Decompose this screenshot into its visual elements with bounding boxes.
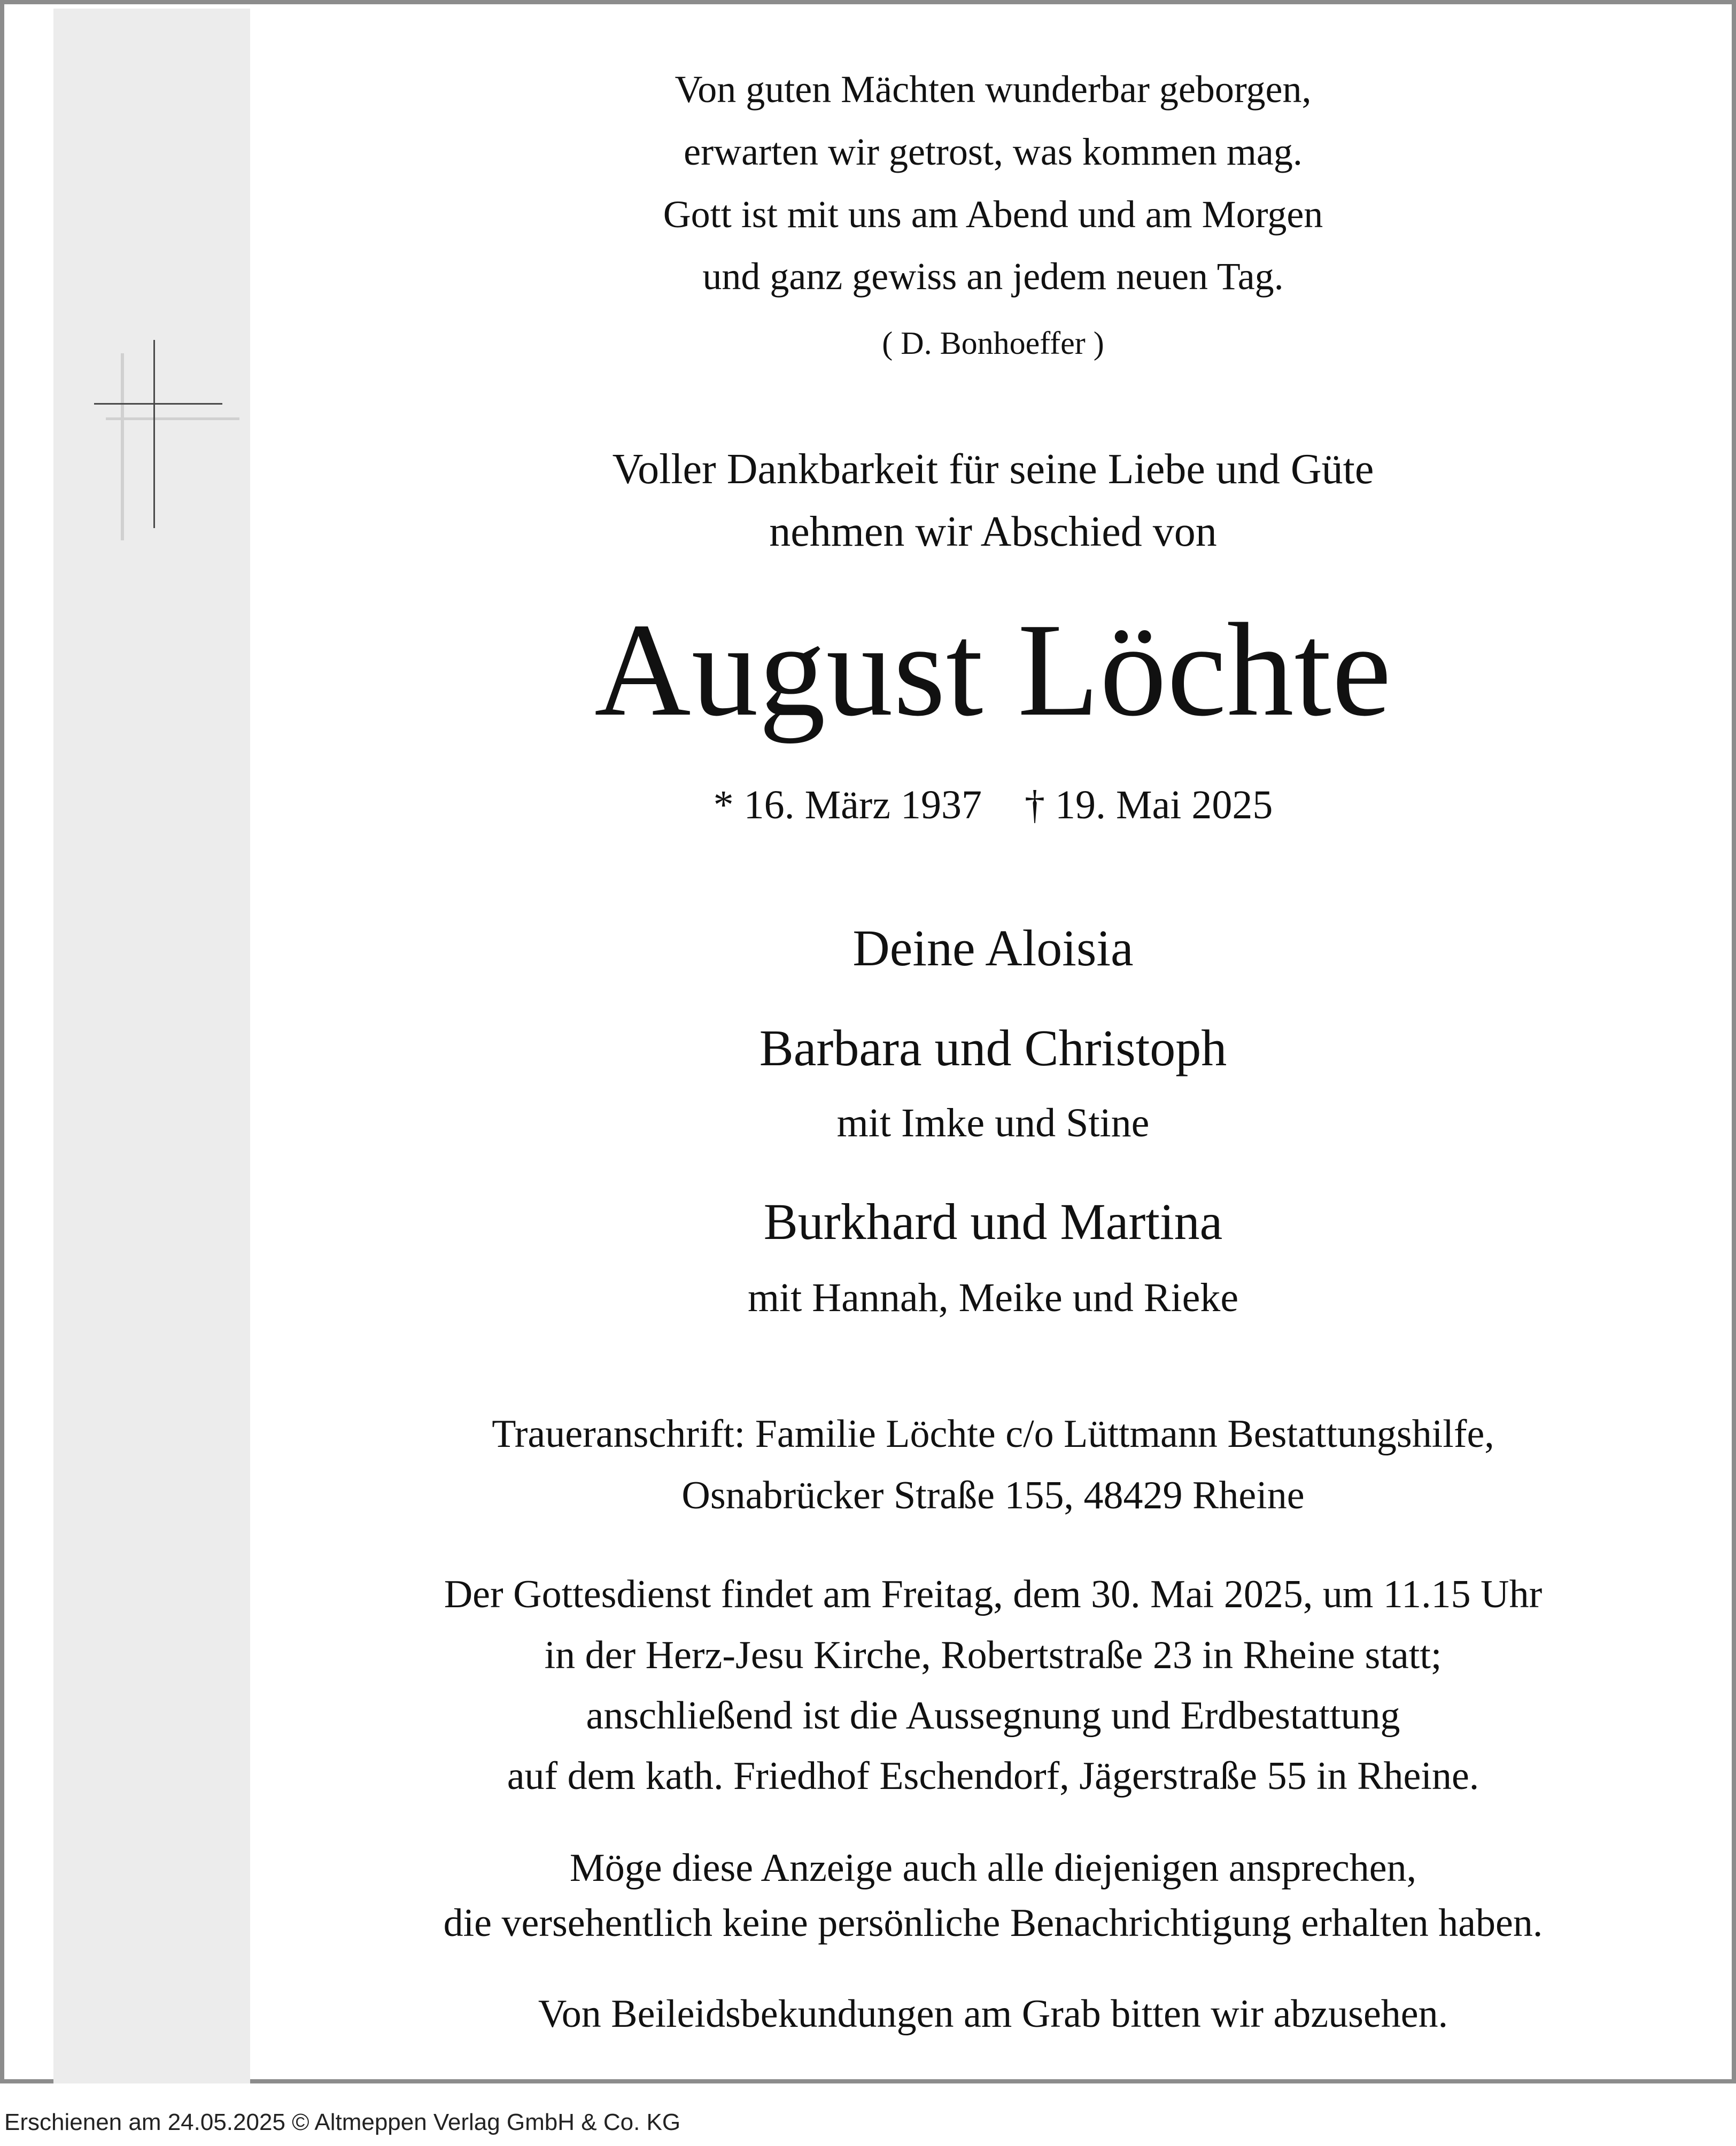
cross-icon <box>84 333 245 557</box>
address-line-1: Traueranschrift: Familie Löchte c/o Lüttmann Bestattungshilfe, <box>492 1412 1494 1456</box>
notice-line-2: die versehentlich keine persönliche Benachrichtigung erhalten haben. <box>443 1901 1543 1945</box>
birth-date: * 16. März 1937 <box>713 783 982 827</box>
condolence-note: Von Beileidsbekundungen am Grab bitten wir abzusehen. <box>538 1992 1448 2036</box>
poem-line-2: erwarten wir getrost, was kommen mag. <box>684 130 1303 173</box>
spouse-name: Deine Aloisia <box>852 919 1134 977</box>
death-date: † 19. Mai 2025 <box>1024 783 1273 827</box>
child-family-1: Barbara und Christoph <box>759 1019 1227 1076</box>
intro-line-2: nehmen wir Abschied von <box>769 508 1217 555</box>
poem-line-1: Von guten Mächten wunderbar geborgen, <box>675 68 1312 111</box>
sidebar-band <box>53 9 250 2083</box>
poem-line-3: Gott ist mit uns am Abend und am Morgen <box>663 193 1323 236</box>
grandchildren-2: mit Hannah, Meike und Rieke <box>747 1275 1239 1320</box>
life-dates <box>250 782 1736 828</box>
service-line-3: anschließend ist die Aussegnung und Erdbestattung <box>586 1694 1400 1738</box>
address-line-2: Osnabrücker Straße 155, 48429 Rheine <box>681 1474 1305 1517</box>
grandchildren-1: mit Imke und Stine <box>836 1101 1150 1145</box>
child-family-2: Burkhard und Martina <box>763 1193 1223 1250</box>
poem-line-4: und ganz gewiss an jedem neuen Tag. <box>702 255 1284 298</box>
service-line-1: Der Gottesdienst findet am Freitag, dem 30. Mai 2025, um 11.15 Uhr <box>444 1572 1543 1616</box>
deceased-name: August Löchte <box>594 596 1392 744</box>
service-line-4: auf dem kath. Friedhof Eschendorf, Jägerstraße 55 in Rheine. <box>507 1754 1479 1798</box>
intro-line-1: Voller Dankbarkeit für seine Liebe und Güte <box>612 446 1374 493</box>
publication-footer: Erschienen am 24.05.2025 © Altmeppen Verlag GmbH & Co. KG <box>4 2109 681 2135</box>
service-line-2: in der Herz-Jesu Kirche, Robertstraße 23 in Rheine statt; <box>544 1633 1442 1677</box>
notice-line-1: Möge diese Anzeige auch alle diejenigen ansprechen, <box>569 1846 1417 1890</box>
poem-attribution: ( D. Bonhoeffer ) <box>882 326 1104 361</box>
